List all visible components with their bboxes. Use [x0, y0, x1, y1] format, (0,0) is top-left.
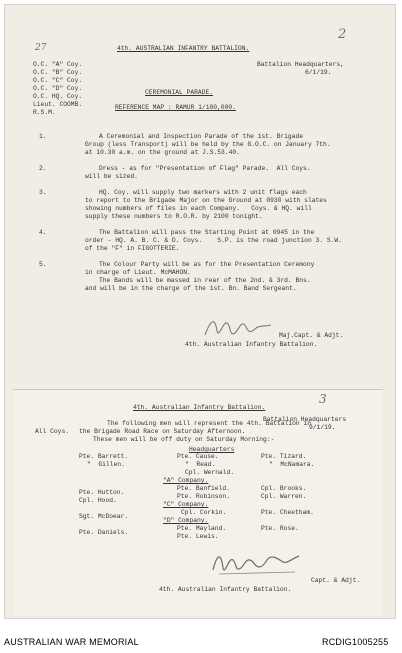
- paragraph-line: and will be in the charge of the 1st. Bn. Band Sergeant.: [85, 285, 297, 292]
- distribution-item: O.C. "C" Coy.: [33, 77, 83, 84]
- distribution-item: O.C. "A" Coy.: [33, 61, 83, 68]
- runner-name: Pte. Daniels.: [79, 529, 129, 536]
- paragraph-number: 3.: [39, 189, 47, 196]
- unit-heading: 4th. AUSTRALIAN INFANTRY BATTALION.: [117, 45, 250, 52]
- signature-unit: 4th. Australian Infantry Battalion.: [185, 341, 318, 348]
- runner-name: Pte. Mayland.: [177, 525, 227, 532]
- runner-name: Pte. Barrett.: [79, 453, 129, 460]
- road-race-order: [13, 389, 383, 616]
- order-title: CEREMONIAL PARADE.: [145, 89, 214, 96]
- runner-name: Pte. Lewis.: [177, 533, 219, 540]
- paragraph-line: at 10.30 a.m. on the ground at J.S.53.40.: [85, 149, 240, 156]
- runner-name: " McNamara.: [269, 461, 315, 468]
- archive-reference: RCDIG1005255: [322, 637, 389, 647]
- runner-name: Pte. Hutton.: [79, 489, 125, 496]
- paragraph-line: A Ceremonial and Inspection Parade of the 1st. Brigade: [99, 133, 304, 140]
- distribution-item: R.S.M.: [33, 109, 56, 116]
- signature-rank: Maj.Capt. & Adjt.: [279, 332, 344, 339]
- hq-line: Battalion Headquarters: [263, 416, 347, 423]
- hq-line: Battalion Headquarters,: [257, 61, 344, 68]
- runner-name: Pte. Robinson.: [177, 493, 230, 500]
- paragraph-line: The Bands will be massed in rear of the 2nd. & 3rd. Bns.: [99, 277, 311, 284]
- paragraph-line: Dress - as for "Presentation of Flag" Parade. All Coys.: [99, 165, 311, 172]
- distribution-item: O.C. "D" Coy.: [33, 85, 83, 92]
- paragraph-number: 2.: [39, 165, 47, 172]
- map-reference: REFERENCE MAP : RAMUR 1/100,000.: [115, 104, 236, 111]
- runner-name: Pte. Banfield.: [177, 485, 230, 492]
- paragraph-number: 4.: [39, 229, 47, 236]
- runner-name: Pte. Cheetham.: [261, 509, 314, 516]
- order-date: 6/1/19.: [305, 69, 332, 76]
- page-number: 3: [319, 392, 327, 406]
- paragraph-line: HQ. Coy. will supply two markers with 2 unit flags each: [99, 189, 307, 196]
- paragraph-line: supply these numbers to R.O.R. by 2100 tonight.: [85, 213, 263, 220]
- order-date: 9/1/19.: [309, 424, 336, 431]
- signature-unit: 4th. Australian Infantry Battalion.: [159, 586, 292, 593]
- runner-name: Cpl. Hood.: [79, 497, 117, 504]
- paragraph-line: The Colour Party will be as for the Presentation Ceremony: [99, 261, 315, 268]
- paragraph-line: Group (less Transport) will be held by the G.O.C. on January 7th.: [85, 141, 331, 148]
- runner-name: Pte. Rose.: [261, 525, 299, 532]
- page-number: 2: [338, 27, 347, 42]
- runner-name: Pte. Cause.: [177, 453, 219, 460]
- paragraph-number: 5.: [39, 261, 47, 268]
- runner-name: Pte. Tizard.: [261, 453, 307, 460]
- runner-name: Cpl. Corkin.: [181, 509, 227, 516]
- archive-name: AUSTRALIAN WAR MEMORIAL: [4, 637, 139, 647]
- group-heading-headquarters: Headquarters: [189, 446, 235, 453]
- intro-line: These men will be off duty on Saturday Morning:-: [93, 436, 275, 443]
- paragraph-line: to report to the Brigade Major on the Ground at 0930 with slates: [85, 197, 327, 204]
- unit-heading: 4th. Australian Infantry Battalion.: [133, 404, 266, 411]
- paragraph-line: in charge of Lieut. McMAHON.: [85, 269, 191, 276]
- distribution-item: Lieut. COOMB.: [33, 101, 83, 108]
- group-heading-a-company: "A" Company.: [163, 477, 209, 484]
- runner-name: Cpl. Brooks.: [261, 485, 307, 492]
- document-sheet: [4, 4, 396, 619]
- distribution-item: O.C. HQ. Coy.: [33, 93, 83, 100]
- runner-name: Sgt. McDoear.: [79, 513, 129, 520]
- paragraph-line: will be sized.: [85, 173, 138, 180]
- routine-order-ceremonial-parade: [5, 5, 395, 387]
- distribution-item: O.C. "B" Coy.: [33, 69, 83, 76]
- paragraph-number: 1.: [39, 133, 47, 140]
- paragraph-line: showing numbers of files in each Company. Coys. & HQ. will: [85, 205, 312, 212]
- runner-name: " Gillen.: [87, 461, 125, 468]
- intro-line: the Brigade Road Race on Saturday Afternoon.: [79, 428, 246, 435]
- intro-line: The following men will represent the 4th. Battalion in: [107, 420, 312, 427]
- paragraph-line: of the "F" in FIGOTTERIE.: [85, 245, 180, 252]
- addressee: All Coys.: [35, 428, 70, 435]
- paragraph-line: The Battalion will pass the Starting Point at 0945 in the: [99, 229, 315, 236]
- runner-name: Cpl. Warren.: [261, 493, 307, 500]
- runner-name: Cpl. Wernald.: [185, 469, 235, 476]
- runner-name: " Read.: [185, 461, 216, 468]
- paragraph-line: order - HQ. A. B. C. & D. Coys. S.P. is the road junction 3. S.W.: [85, 237, 342, 244]
- signature-rank: Capt. & Adjt.: [311, 577, 361, 584]
- archive-footer: [0, 624, 402, 653]
- handwritten-signature: [201, 313, 281, 343]
- handwritten-signature: [209, 546, 305, 580]
- group-heading-d-company: "D" Company.: [163, 517, 209, 524]
- corner-note: 27: [35, 43, 47, 53]
- group-heading-c-company: "C" Company.: [163, 501, 209, 508]
